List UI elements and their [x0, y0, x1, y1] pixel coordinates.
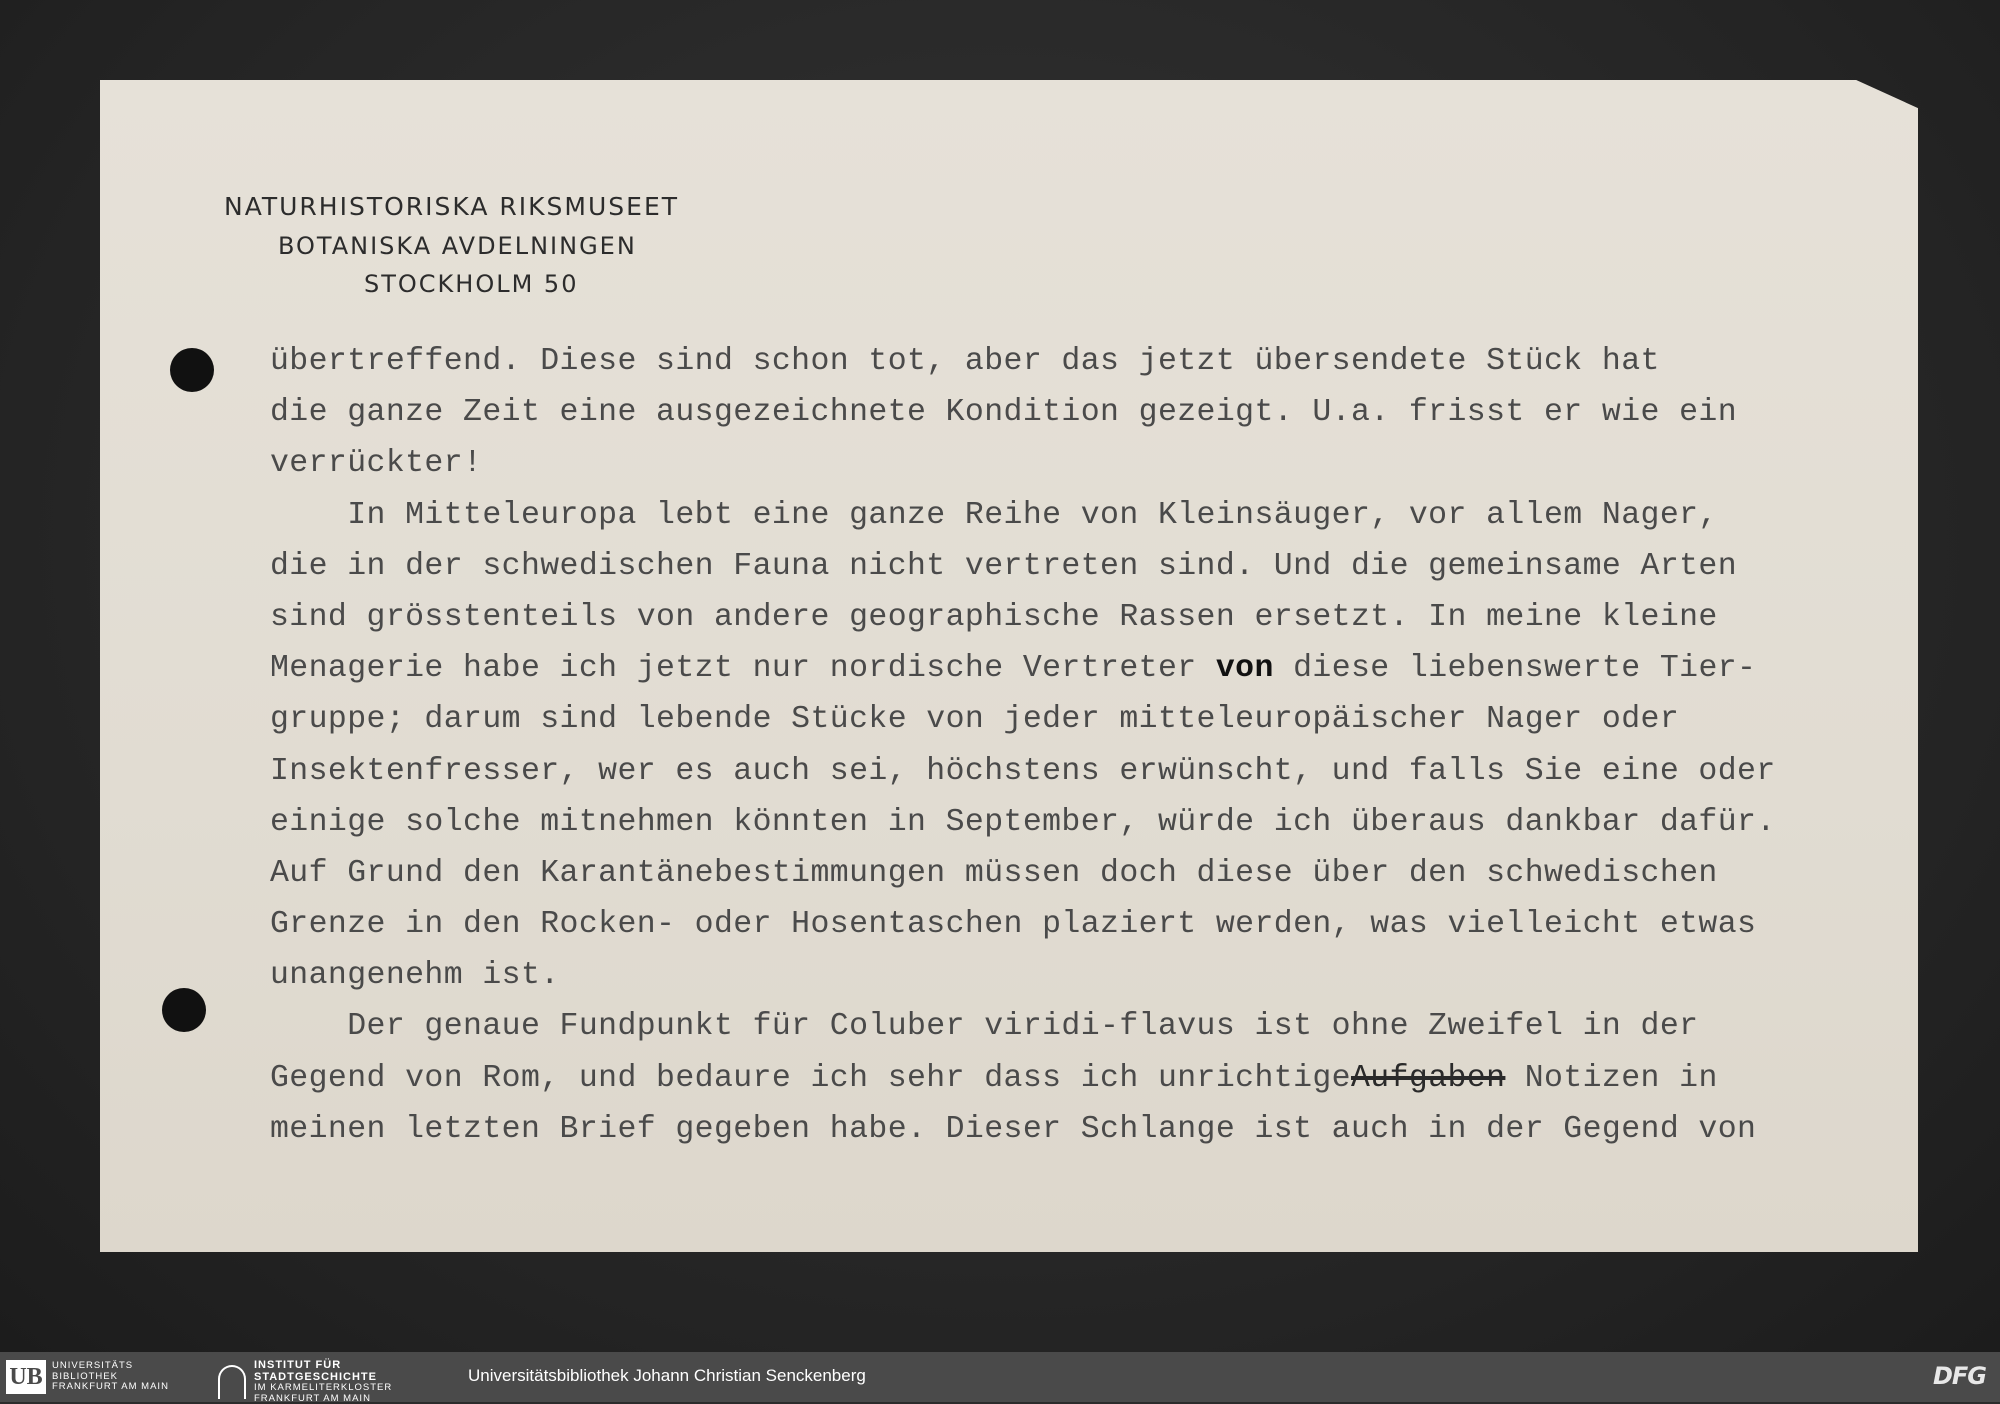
text-segment: Menagerie habe ich jetzt nur nordische Vertreter: [270, 651, 1216, 686]
ub-logo-line: BIBLIOTHEK: [52, 1372, 169, 1383]
text-segment: Notizen in: [1505, 1061, 1717, 1096]
punch-hole-bottom: [162, 988, 206, 1032]
text-line: einige solche mitnehmen könnten in September, würde ich überaus dankbar dafür.: [270, 797, 1776, 848]
text-line: gruppe; darum sind lebende Stücke von jeder mitteleuropäischer Nager oder: [270, 694, 1776, 745]
dfg-logo[interactable]: DFG: [1933, 1362, 1986, 1390]
ub-logo-line: FRANKFURT AM MAIN: [52, 1382, 169, 1393]
letterhead-institution: NATURHISTORISKA RIKSMUSEET: [224, 192, 679, 221]
text-line: die in der schwedischen Fauna nicht vertreten sind. Und die gemeinsame Arten: [270, 541, 1776, 592]
punch-hole-top: [170, 348, 214, 392]
institut-logo-text: [254, 1360, 392, 1404]
text-line: meinen letzten Brief gegeben habe. Dieser Schlange ist auch in der Gegend von: [270, 1104, 1776, 1155]
text-line: Insektenfresser, wer es auch sei, höchstens erwünscht, und falls Sie eine oder: [270, 746, 1776, 797]
institut-logo-line: FRANKFURT AM MAIN: [254, 1394, 392, 1404]
text-line: Auf Grund den Karantänebestimmungen müssen doch diese über den schwedischen: [270, 848, 1776, 899]
text-line: verrückter!: [270, 438, 1776, 489]
handwritten-correction: von: [1216, 651, 1274, 686]
letterhead-department: BOTANISKA AVDELNINGEN: [278, 232, 637, 260]
viewer-footer-bar: [0, 1352, 2000, 1402]
text-line: sind grösstenteils von andere geographische Rassen ersetzt. In meine kleine: [270, 592, 1776, 643]
text-line: die ganze Zeit eine ausgezeichnete Kondition gezeigt. U.a. frisst er wie ein: [270, 387, 1776, 438]
text-line-with-correction: [270, 643, 1776, 694]
text-line: Grenze in den Rocken- oder Hosentaschen plaziert werden, was vielleicht etwas: [270, 899, 1776, 950]
institut-stadtgeschichte-logo[interactable]: [218, 1360, 392, 1404]
text-line: Der genaue Fundpunkt für Coluber viridi-flavus ist ohne Zweifel in der: [270, 1001, 1776, 1052]
text-line: übertreffend. Diese sind schon tot, aber das jetzt übersendete Stück hat: [270, 336, 1776, 387]
text-line-with-strikeout: [270, 1053, 1776, 1104]
institut-logo-line: INSTITUT FÜR: [254, 1360, 392, 1372]
library-name: Universitätsbibliothek Johann Christian Senckenberg: [468, 1366, 866, 1386]
institut-logo-line: STADTGESCHICHTE: [254, 1372, 392, 1384]
institut-logo-line: IM KARMELITERKLOSTER: [254, 1383, 392, 1394]
typewritten-text: [270, 336, 1776, 1155]
text-line: In Mitteleuropa lebt eine ganze Reihe von Kleinsäuger, vor allem Nager,: [270, 490, 1776, 541]
ub-logo-text: [52, 1361, 169, 1393]
ub-logo-line: UNIVERSITÄTS: [52, 1361, 169, 1372]
arch-icon: [218, 1365, 246, 1399]
letterhead-city: STOCKHOLM 50: [364, 270, 578, 298]
ub-logo[interactable]: [6, 1360, 169, 1394]
text-segment: Gegend von Rom, und bedaure ich sehr dass ich unrichtige: [270, 1061, 1351, 1096]
text-line: unangenehm ist.: [270, 950, 1776, 1001]
ub-mark: UB: [6, 1360, 46, 1394]
text-segment: diese liebenswerte Tier-: [1274, 651, 1757, 686]
struck-out-word: Aufgaben: [1351, 1061, 1505, 1096]
